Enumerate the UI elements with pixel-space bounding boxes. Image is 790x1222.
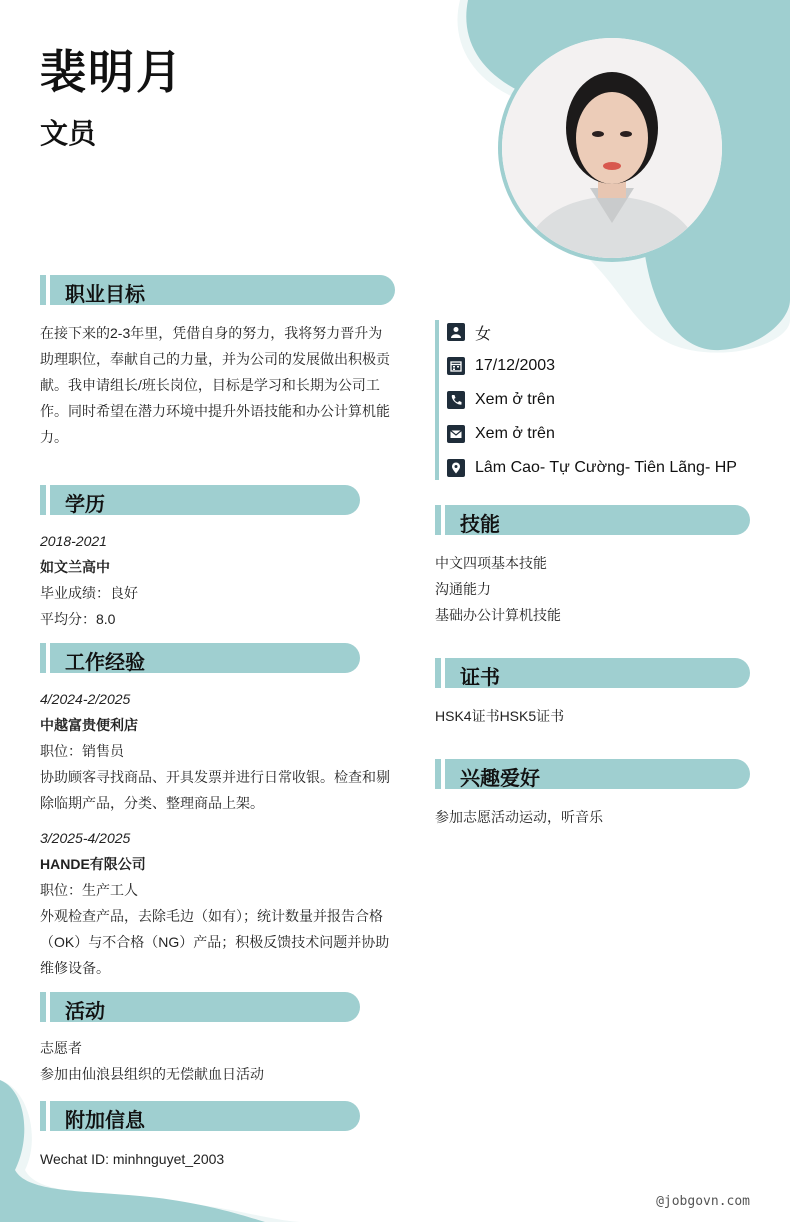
contact-phone: Xem ở trên xyxy=(447,388,555,412)
certificates-text: HSK4证书HSK5证书 xyxy=(435,708,565,724)
section-title: 工作经验 xyxy=(65,652,145,674)
gpa: 平均分：8.0 xyxy=(40,611,116,627)
contact-address: Lâm Cao- Tự Cường- Tiên Lãng- HP xyxy=(447,456,737,480)
profile-photo xyxy=(502,38,722,258)
section-certificates-header xyxy=(435,658,750,688)
skills-list xyxy=(435,550,750,628)
wechat-id: Wechat ID: minhnguyet_2003 xyxy=(40,1151,225,1167)
person-icon xyxy=(447,323,465,341)
company-name: HANDE有限公司 xyxy=(40,856,146,872)
section-hobbies-header xyxy=(435,759,750,789)
section-title: 附加信息 xyxy=(65,1110,145,1132)
section-title: 学历 xyxy=(65,494,105,516)
section-activities-header xyxy=(40,992,360,1022)
section-title: 兴趣爱好 xyxy=(460,768,540,790)
school-name: 如文兰高中 xyxy=(40,559,110,575)
section-objective-header xyxy=(40,275,395,305)
hobbies-text: 参加志愿活动运动，听音乐 xyxy=(435,809,603,825)
section-skills-header xyxy=(435,505,750,535)
education-block xyxy=(40,528,396,632)
contact-gender: 女 xyxy=(447,320,491,344)
skill-item: 中文四项基本技能 xyxy=(435,555,547,571)
skill-item: 沟通能力 xyxy=(435,581,491,597)
job-position: 职位：销售员 xyxy=(40,743,124,759)
mail-icon xyxy=(447,425,465,443)
activities-list xyxy=(40,1035,396,1087)
activity-item: 志愿者 xyxy=(40,1040,82,1056)
phone-icon xyxy=(447,391,465,409)
footer-credit: @jobgovn.com xyxy=(656,1194,750,1209)
contact-divider xyxy=(435,320,439,480)
job-date: 4/2024-2/2025 xyxy=(40,691,131,707)
job-entry: 3/2025-4/2025 HANDE有限公司 职位：生产工人 外观检查产品，去除毛边（如有）；统计数量并报告合格 （OK）与不合格（NG）产品；积极反馈技术问题并协助 维修设备。 xyxy=(40,825,396,981)
activity-item: 参加由仙浪县组织的无偿献血日活动 xyxy=(40,1066,264,1082)
objective-text: 在接下来的2-3年里，凭借自身的努力，我将努力晋升为 助理职位，奉献自己的力量，并为公司的发展做出积极贡 献。我申请组长/班长岗位，目标是学习和长期为公司工 作。同时希望在潜力环境中提升外语技能和办公计算机能 力。 xyxy=(40,325,390,445)
job-position: 职位：生产工人 xyxy=(40,882,138,898)
section-experience-header xyxy=(40,643,360,673)
job-title: 文员 xyxy=(40,118,97,149)
section-title: 活动 xyxy=(65,1001,105,1023)
skill-item: 基础办公计算机技能 xyxy=(435,607,561,623)
company-name: 中越富贵便利店 xyxy=(40,717,138,733)
job-entry: 4/2024-2/2025 中越富贵便利店 职位：销售员 协助顾客寻找商品、开具发票并进行日常收银。检查和剔 除临期产品，分类、整理商品上架。 xyxy=(40,686,396,816)
section-title: 技能 xyxy=(460,514,500,536)
contact-birthday: 17/12/2003 xyxy=(447,354,555,378)
section-education-header xyxy=(40,485,360,515)
section-additional-header xyxy=(40,1101,360,1131)
candidate-name: 裴明月 xyxy=(40,46,184,98)
job-date: 3/2025-4/2025 xyxy=(40,830,131,846)
location-icon xyxy=(447,459,465,477)
section-title: 证书 xyxy=(460,667,500,689)
contact-email: Xem ở trên xyxy=(447,422,555,446)
section-title: 职业目标 xyxy=(65,284,145,306)
graduation-grade: 毕业成绩：良好 xyxy=(40,585,138,601)
education-date: 2018-2021 xyxy=(40,533,107,549)
calendar-icon xyxy=(447,357,465,375)
